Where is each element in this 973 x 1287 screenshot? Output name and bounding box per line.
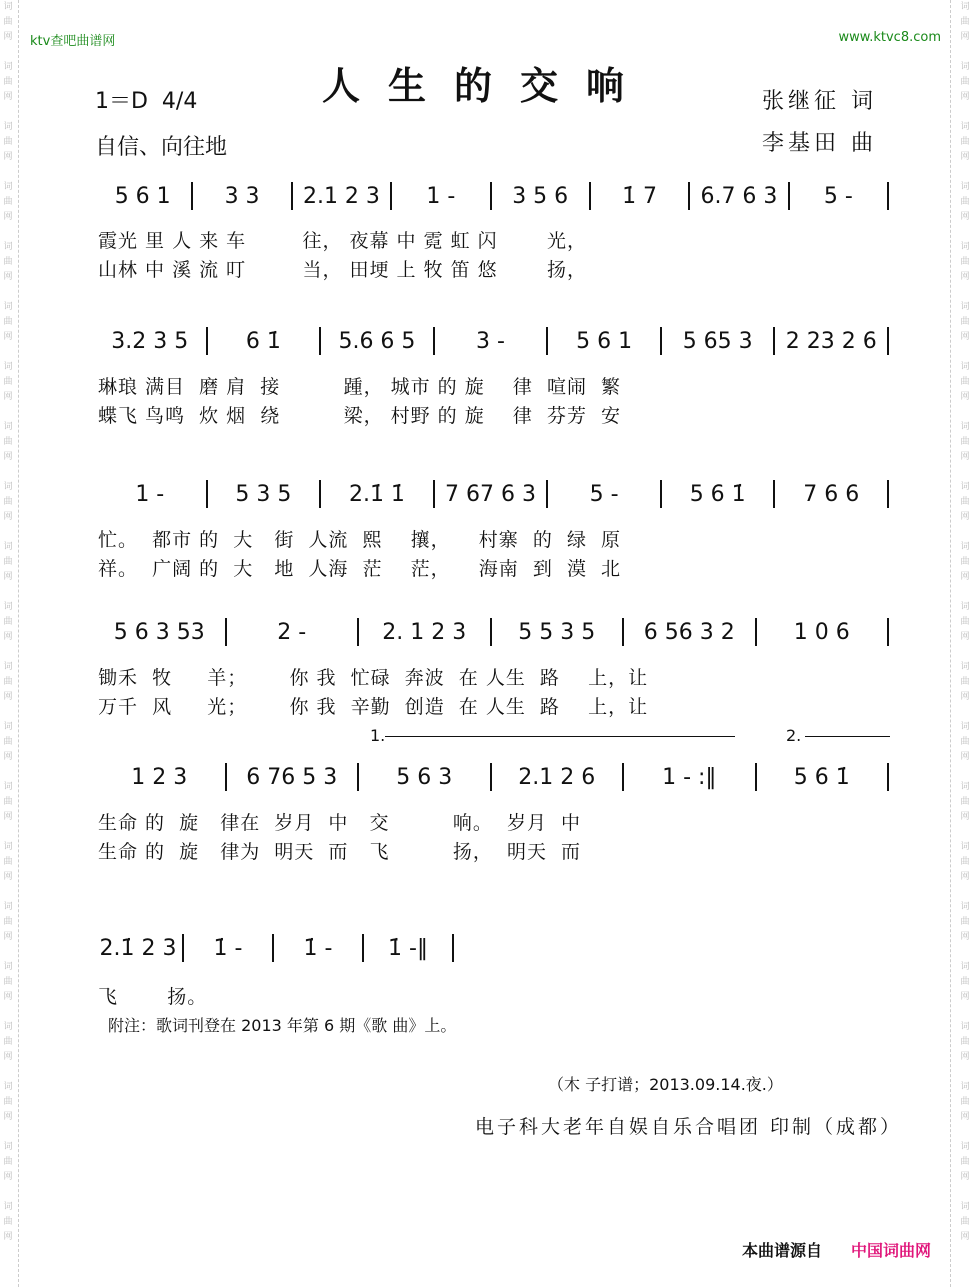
lyricist: 张继征 词	[762, 89, 877, 114]
volta-2-line	[805, 736, 890, 737]
bar-line	[773, 480, 775, 508]
left-border	[18, 0, 19, 1287]
bar-line	[887, 327, 889, 355]
bar-line	[887, 480, 889, 508]
tempo-marking: 自信、向往地	[95, 135, 228, 160]
measure: 6 1̇	[245, 328, 281, 354]
measure: 1 0 6	[793, 619, 850, 645]
volta-2: 2.	[786, 726, 802, 745]
measure: 6 56 3 2	[643, 619, 735, 645]
key-signature: 1＝D 4/4	[95, 89, 198, 114]
measure: 5 -	[823, 183, 853, 209]
bar-line	[887, 763, 889, 791]
bar-line	[357, 618, 359, 646]
measure: 1̇ -‖	[388, 935, 428, 961]
bar-line	[191, 182, 193, 210]
side-watermark: 词 曲 网 词 曲 网 词 曲 网 词 曲 网 词 曲 网 词 曲 网 词 曲 网 词 曲 网 词 曲 网 词 曲 网 词 曲 网 词 曲 网 词 曲 网 词 曲 网 词 曲 网 词 曲 网 词 曲 网 词 曲 网 词 曲 网 词 曲 网 词 曲 网	[3, 2, 13, 1242]
notation-row	[98, 181, 893, 211]
measure: 5 -	[589, 481, 619, 507]
measure: 3 -	[476, 328, 505, 354]
bar-line	[433, 327, 435, 355]
measure: 2.1 2 3	[302, 183, 380, 209]
measure: 5 3 5	[235, 481, 292, 507]
lyrics-verse-2: 山林 中 溪 流 叮 当， 田埂 上 牧 笛 悠 扬，	[98, 259, 587, 281]
measure: 3.2 3 5	[111, 328, 189, 354]
measure: 1̇ -	[213, 935, 243, 961]
bar-line	[688, 182, 690, 210]
measure: 7 6 6	[803, 481, 860, 507]
measure: 5 6 1̇	[689, 481, 746, 507]
bar-line	[546, 480, 548, 508]
footnote: 附注：歌词刊登在 2013 年第 6 期《歌 曲》上。	[108, 1016, 457, 1035]
bar-line	[206, 480, 208, 508]
bar-line	[291, 182, 293, 210]
lyrics-verse-1: 霞光 里 人 来 车 往， 夜幕 中 霓 虹 闪 光，	[98, 230, 587, 252]
bar-line	[788, 182, 790, 210]
bar-line	[272, 934, 274, 962]
measure: 5 6 1	[114, 183, 171, 209]
measure: 1 -	[426, 183, 456, 209]
bar-line	[622, 618, 624, 646]
source-site-link[interactable]: 中国词曲网	[851, 1241, 932, 1260]
measure: 5.6 6 5	[338, 328, 416, 354]
volta-1-line	[385, 736, 735, 737]
lyrics-verse-1: 飞 扬。	[98, 986, 208, 1008]
bar-line	[887, 182, 889, 210]
measure: 5 6 3 53	[113, 619, 205, 645]
bar-line	[362, 934, 364, 962]
measure: 1 - :‖	[662, 764, 717, 790]
measure: 1̇ -	[303, 935, 333, 961]
lyrics-verse-1: 琳琅 满目 磨 肩 接 踵， 城市 的 旋 律 喧闹 繁	[98, 376, 622, 398]
lyrics-verse-2: 万千 风 光； 你 我 辛勤 创造 在 人生 路 上，让	[98, 696, 649, 718]
notation-row	[98, 326, 893, 356]
measure: 5 6 1	[576, 328, 633, 354]
watermark-left: ktv查吧曲谱网	[30, 34, 116, 49]
bar-line	[546, 327, 548, 355]
bar-line	[773, 327, 775, 355]
bar-line	[206, 327, 208, 355]
lyrics-verse-1: 忙。 都市 的 大 街 人流 熙 攘， 村寨 的 绿 原	[98, 529, 622, 551]
measure: 1̇ 7	[622, 183, 658, 209]
bar-line	[490, 763, 492, 791]
bar-line	[887, 618, 889, 646]
bar-line	[589, 182, 591, 210]
measure: 5 65 3	[682, 328, 753, 354]
notation-row	[98, 933, 458, 963]
bar-line	[622, 763, 624, 791]
bar-line	[755, 618, 757, 646]
printer-credit: 电子科大老年自娱自乐合唱团 印制（成都）	[475, 1116, 903, 1138]
measure: 5 6 1̇	[793, 764, 850, 790]
lyrics-verse-2: 蝶飞 鸟鸣 炊 烟 绕 梁， 村野 的 旋 律 芬芳 安	[98, 405, 622, 427]
lyrics-verse-1: 生命 的 旋 律在 岁月 中 交 响。 岁月 中	[98, 812, 582, 834]
lyrics-verse-1: 锄禾 牧 羊； 你 我 忙碌 奔波 在 人生 路 上，让	[98, 667, 649, 689]
measure: 2.1̇ 1̇	[348, 481, 405, 507]
notation-row	[98, 479, 893, 509]
measure: 5 5 3 5	[518, 619, 596, 645]
measure: 1 2 3	[131, 764, 188, 790]
bar-line	[319, 327, 321, 355]
measure: 6 76 5 3	[246, 764, 338, 790]
measure: 2 23 2 6	[785, 328, 877, 354]
source-label: 本曲谱源自	[742, 1241, 823, 1260]
composer: 李基田 曲	[762, 131, 877, 156]
measure: 2. 1 2 3	[382, 619, 467, 645]
side-watermark: 词 曲 网 词 曲 网 词 曲 网 词 曲 网 词 曲 网 词 曲 网 词 曲 网 词 曲 网 词 曲 网 词 曲 网 词 曲 网 词 曲 网 词 曲 网 词 曲 网 词 曲 网 词 曲 网 词 曲 网 词 曲 网 词 曲 网 词 曲 网 词 曲 网	[960, 2, 970, 1242]
right-border	[950, 0, 951, 1287]
notation-row	[98, 762, 893, 792]
measure: 1 -	[135, 481, 165, 507]
bar-line	[433, 480, 435, 508]
bar-line	[755, 763, 757, 791]
bar-line	[452, 934, 454, 962]
measure: 5 6 3	[396, 764, 453, 790]
watermark-right: www.ktvc8.com	[838, 30, 941, 45]
measure: 3 5 6	[512, 183, 569, 209]
measure: 7 67 6 3	[445, 481, 536, 507]
bar-line	[390, 182, 392, 210]
bar-line	[225, 618, 227, 646]
bar-line	[182, 934, 184, 962]
lyrics-verse-2: 生命 的 旋 律为 明天 而 飞 扬， 明天 而	[98, 841, 582, 863]
lyrics-verse-2: 祥。 广阔 的 大 地 人海 茫 茫， 海南 到 漠 北	[98, 558, 622, 580]
measure: 2.1̇ 2 3	[99, 935, 177, 961]
measure: 6.7 6 3	[700, 183, 778, 209]
notation-row	[98, 617, 893, 647]
bar-line	[319, 480, 321, 508]
bar-line	[490, 618, 492, 646]
song-title: 人生的交响	[322, 63, 653, 108]
bar-line	[490, 182, 492, 210]
measure: 2.1 2 6	[518, 764, 596, 790]
volta-1: 1.	[370, 726, 386, 745]
bar-line	[660, 480, 662, 508]
measure: 3 3	[224, 183, 260, 209]
bar-line	[357, 763, 359, 791]
transcriber-credit: （木 子打谱；2013.09.14.夜.）	[548, 1075, 783, 1094]
bar-line	[225, 763, 227, 791]
bar-line	[660, 327, 662, 355]
measure: 2 -	[277, 619, 307, 645]
